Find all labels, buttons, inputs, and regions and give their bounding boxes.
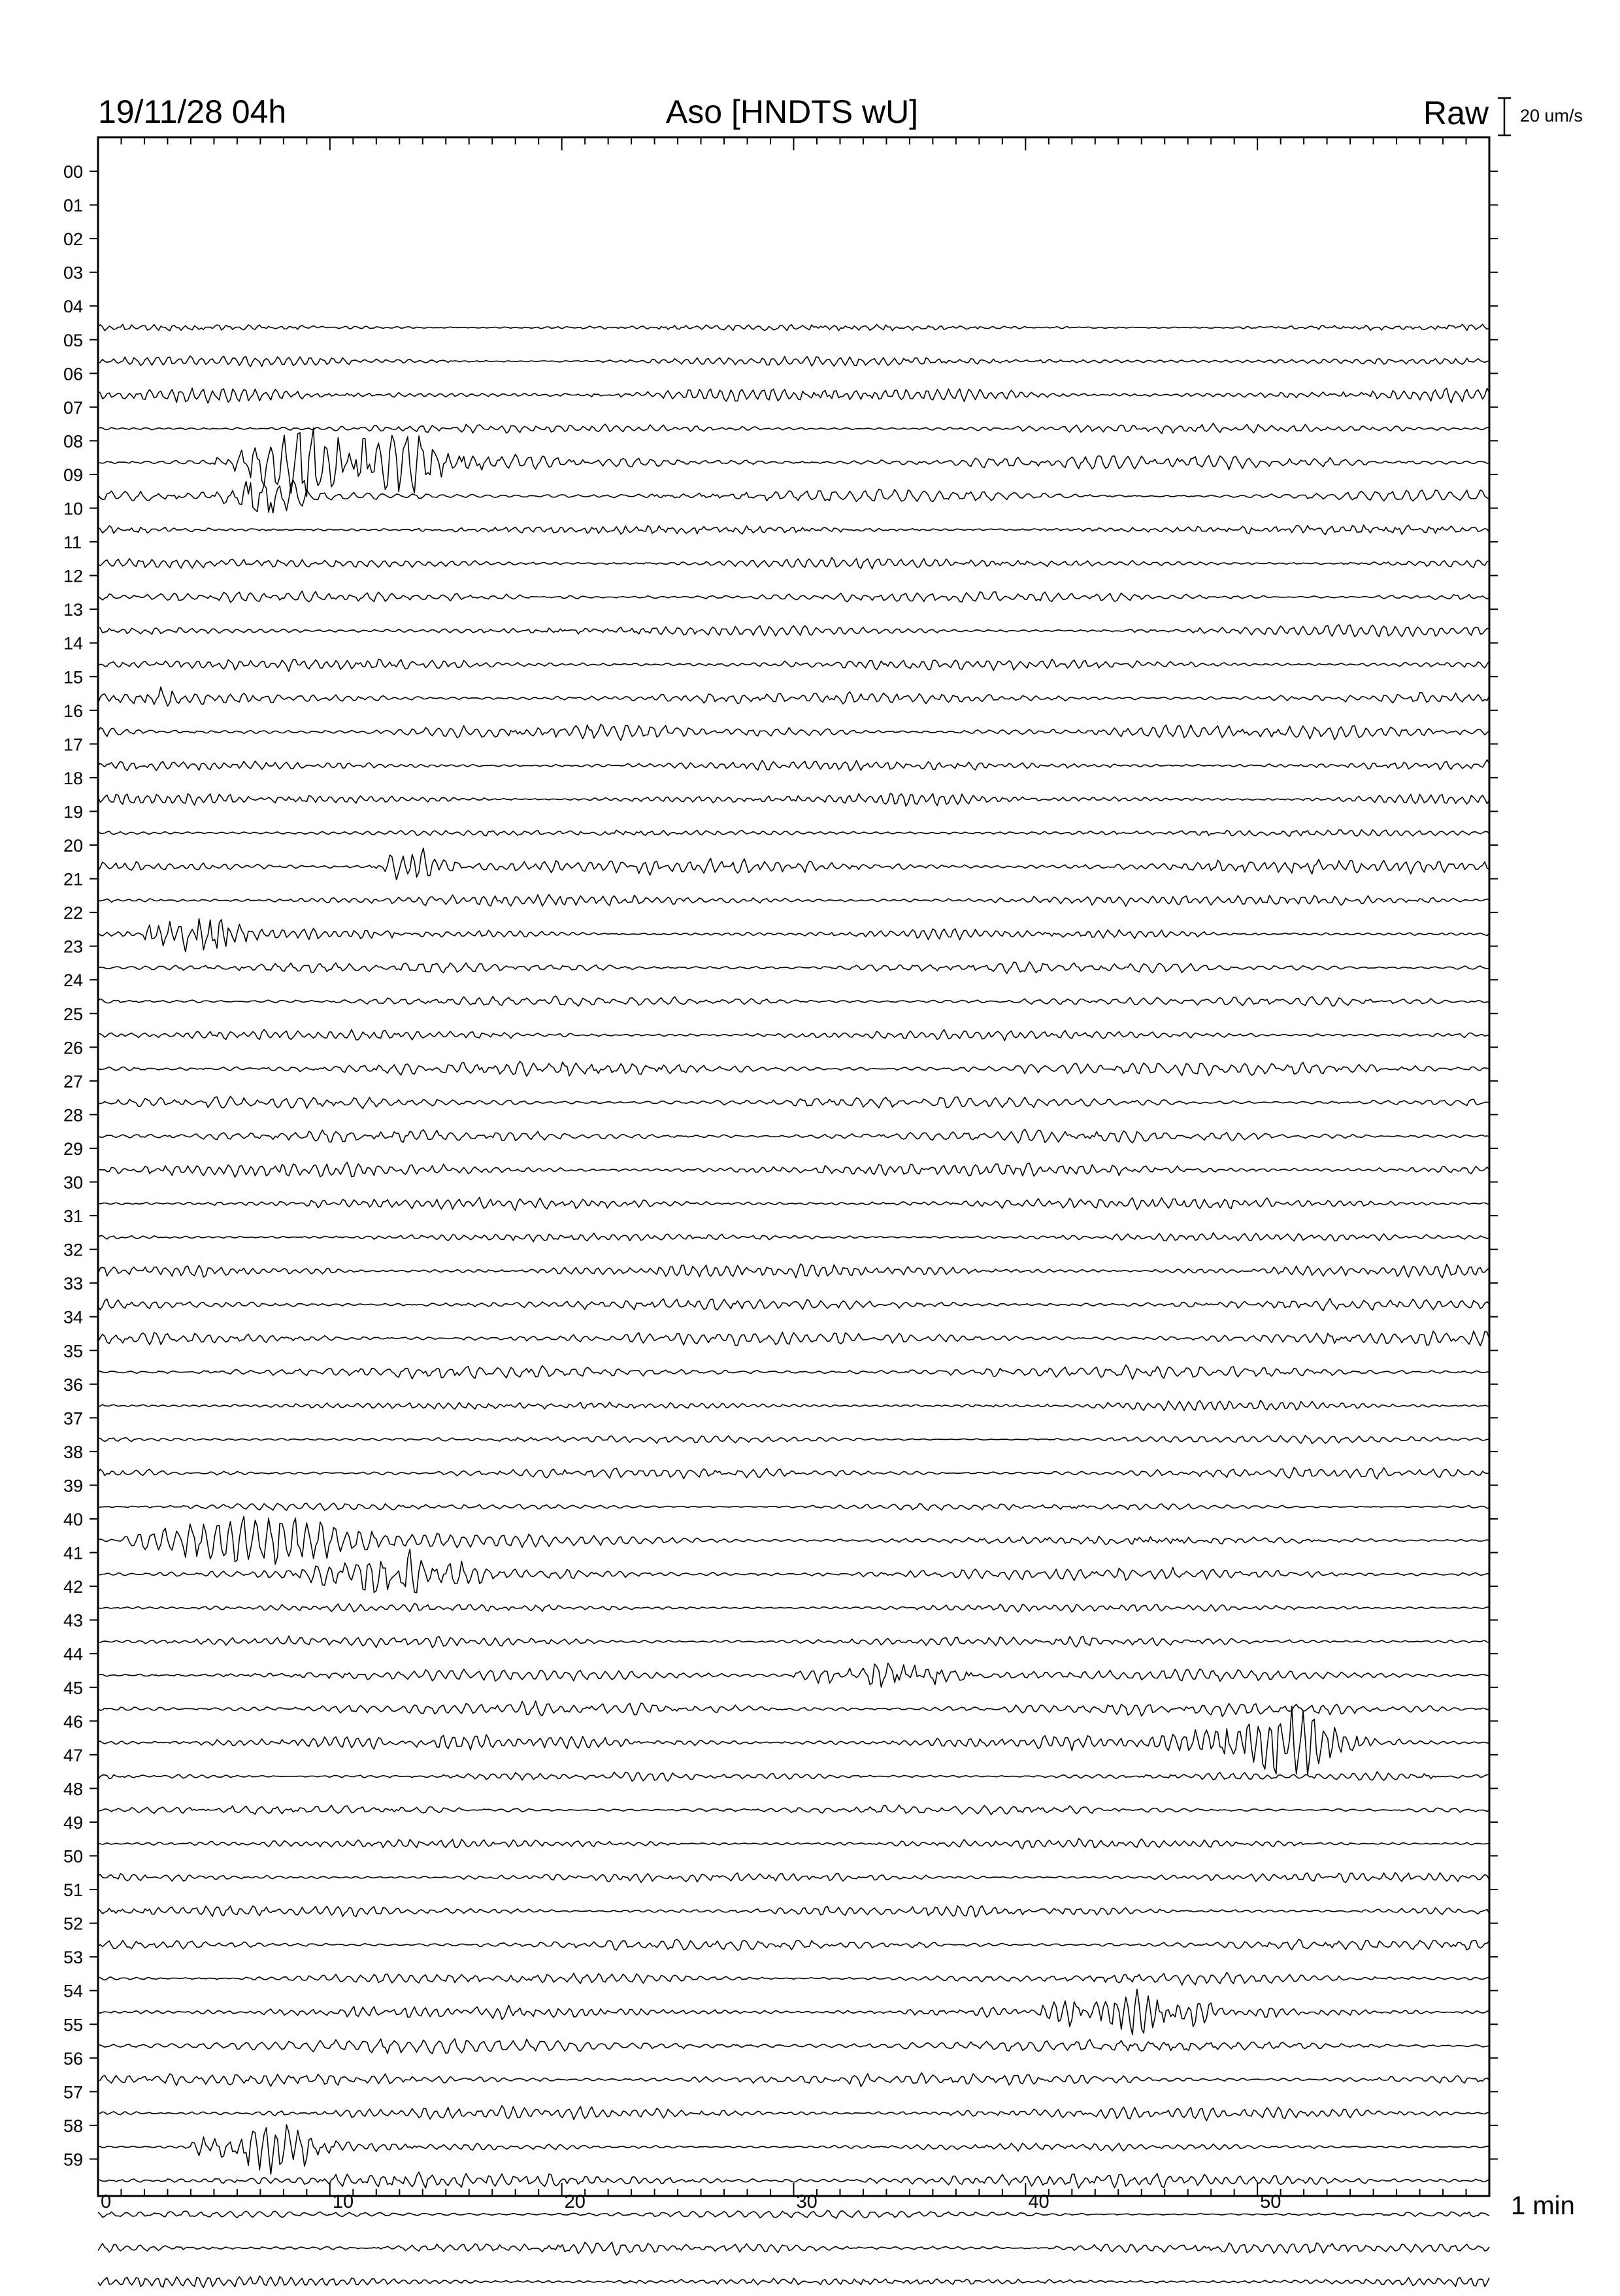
x-tick-label: 0 bbox=[101, 2191, 112, 2212]
row-label: 13 bbox=[63, 600, 84, 620]
row-label: 15 bbox=[63, 667, 84, 688]
x-tick-label: 30 bbox=[796, 2191, 818, 2212]
row-label: 30 bbox=[63, 1173, 84, 1193]
row-label: 34 bbox=[63, 1307, 84, 1327]
x-unit-label: 1 min bbox=[1511, 2191, 1575, 2220]
row-label: 05 bbox=[63, 330, 84, 350]
row-label: 43 bbox=[63, 1610, 84, 1631]
row-label: 25 bbox=[63, 1004, 84, 1024]
row-label: 42 bbox=[63, 1577, 84, 1597]
row-label: 47 bbox=[63, 1745, 84, 1765]
row-label: 03 bbox=[63, 263, 84, 283]
x-tick-label: 40 bbox=[1028, 2191, 1050, 2212]
row-label: 21 bbox=[63, 869, 84, 890]
row-label: 23 bbox=[63, 937, 84, 957]
x-tick-label: 10 bbox=[332, 2191, 354, 2212]
row-label: 16 bbox=[63, 701, 84, 721]
row-label: 01 bbox=[63, 195, 84, 216]
row-label: 10 bbox=[63, 499, 84, 519]
row-label: 48 bbox=[63, 1779, 84, 1799]
row-label: 40 bbox=[63, 1510, 84, 1529]
row-label: 09 bbox=[63, 465, 84, 485]
row-label: 44 bbox=[63, 1644, 84, 1665]
row-label: 04 bbox=[63, 297, 84, 317]
row-label: 26 bbox=[63, 1038, 84, 1058]
row-label: 27 bbox=[63, 1071, 84, 1091]
row-label: 57 bbox=[63, 2082, 84, 2103]
row-label: 24 bbox=[63, 971, 84, 991]
row-label: 53 bbox=[63, 1948, 84, 1968]
date-hour-label: 19/11/28 04h bbox=[98, 93, 287, 130]
row-label: 59 bbox=[63, 2150, 84, 2170]
x-tick-label: 20 bbox=[564, 2191, 586, 2212]
row-label: 06 bbox=[63, 364, 84, 384]
row-label: 56 bbox=[63, 2048, 84, 2069]
row-label: 32 bbox=[63, 1240, 84, 1260]
row-label: 19 bbox=[63, 802, 84, 822]
row-label: 45 bbox=[63, 1678, 84, 1698]
row-label: 37 bbox=[63, 1408, 84, 1429]
row-label: 31 bbox=[63, 1206, 84, 1227]
amplitude-scale-label: 20 um/s bbox=[1520, 106, 1583, 125]
row-label: 00 bbox=[63, 162, 84, 182]
row-label: 12 bbox=[63, 566, 84, 586]
row-label: 36 bbox=[63, 1374, 84, 1395]
row-label: 28 bbox=[63, 1105, 84, 1125]
row-label: 33 bbox=[63, 1274, 84, 1294]
row-label: 58 bbox=[63, 2116, 84, 2136]
row-label: 17 bbox=[63, 735, 84, 755]
row-label: 08 bbox=[63, 431, 84, 452]
station-title: Aso [HNDTS wU] bbox=[665, 93, 919, 130]
row-label: 38 bbox=[63, 1442, 84, 1462]
mode-label: Raw bbox=[1423, 95, 1489, 131]
row-label: 50 bbox=[63, 1846, 84, 1867]
row-label: 39 bbox=[63, 1476, 84, 1496]
row-label: 20 bbox=[63, 836, 84, 856]
row-label: 22 bbox=[63, 903, 84, 923]
row-label: 18 bbox=[63, 768, 84, 788]
row-label: 46 bbox=[63, 1712, 84, 1732]
row-label: 35 bbox=[63, 1341, 84, 1361]
row-label: 29 bbox=[63, 1139, 84, 1159]
row-label: 54 bbox=[63, 1981, 84, 2001]
row-label: 51 bbox=[63, 1880, 84, 1901]
row-label: 07 bbox=[63, 397, 84, 418]
row-label: 55 bbox=[63, 2015, 84, 2035]
row-label: 49 bbox=[63, 1812, 84, 1833]
x-tick-label: 50 bbox=[1260, 2191, 1281, 2212]
row-label: 02 bbox=[63, 229, 84, 250]
row-label: 41 bbox=[63, 1543, 84, 1563]
row-label: 52 bbox=[63, 1914, 84, 1934]
row-label: 14 bbox=[63, 633, 84, 654]
row-label: 11 bbox=[63, 533, 82, 553]
